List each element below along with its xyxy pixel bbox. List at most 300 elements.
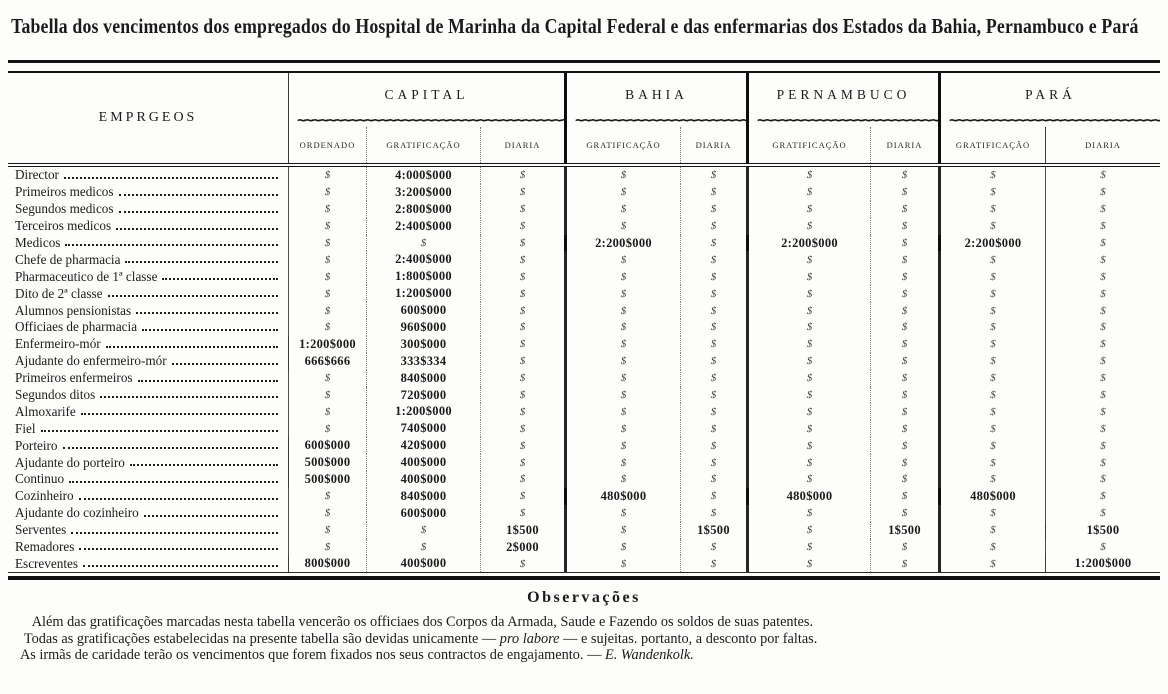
cell-pernambuco_gratificacao: $: [746, 251, 870, 268]
cell-pernambuco_gratificacao: $: [746, 522, 870, 539]
cell-capital_ordenado: 500$000: [288, 454, 366, 471]
row-label-text: Ajudante do cozinheiro: [15, 505, 139, 521]
cell-para_diaria: $: [1045, 285, 1160, 302]
table-header: [8, 73, 1160, 167]
dot-leader: [63, 447, 279, 449]
cell-bahia_diaria: $: [680, 539, 746, 556]
cell-pernambuco_diaria: $: [870, 319, 938, 336]
cell-para_gratificacao: $: [938, 251, 1045, 268]
row-label: [8, 403, 288, 420]
observation-text: As irmãs de caridade terão os vencimentos que forem fixados nos seus contractos de engajamento. —: [19, 647, 605, 664]
cell-bahia_gratificacao: $: [564, 251, 680, 268]
row-label: [8, 454, 288, 471]
cell-capital_gratificacao: 400$000: [366, 555, 480, 572]
cell-capital_gratificacao: 1:200$000: [366, 403, 480, 420]
cell-para_diaria: $: [1045, 387, 1160, 404]
cell-pernambuco_gratificacao: 2:200$000: [746, 235, 870, 252]
dot-leader: [83, 565, 278, 567]
cell-capital_gratificacao: 740$000: [366, 420, 480, 437]
cell-capital_ordenado: 500$000: [288, 471, 366, 488]
cell-para_gratificacao: $: [938, 184, 1045, 201]
observation-text: Além das gratificações marcadas nesta tabella vencerão os officiaes dos Corpos da Armada, Saude e Fazendo os soldos de suas patentes.: [31, 614, 814, 631]
dot-leader: [119, 194, 278, 196]
row-label-text: Segundos medicos: [15, 201, 114, 217]
observation-line: [18, 614, 1127, 631]
cell-para_diaria: $: [1045, 437, 1160, 454]
cell-para_diaria: $: [1045, 302, 1160, 319]
cell-pernambuco_gratificacao: $: [746, 387, 870, 404]
cell-pernambuco_gratificacao: $: [746, 505, 870, 522]
cell-para_diaria: $: [1045, 336, 1160, 353]
cell-capital_ordenado: $: [288, 522, 366, 539]
dot-leader: [100, 396, 278, 398]
cell-para_gratificacao: $: [938, 370, 1045, 387]
observations-lines: [6, 614, 1162, 664]
cell-capital_diaria: 1$500: [480, 522, 564, 539]
cell-para_diaria: $: [1045, 251, 1160, 268]
row-label: [8, 387, 288, 404]
observation-line: [18, 631, 1127, 648]
cell-bahia_gratificacao: $: [564, 336, 680, 353]
cell-capital_ordenado: $: [288, 488, 366, 505]
cell-capital_diaria: $: [480, 336, 564, 353]
subheader-bahia-gratificacao: GRATIFICAÇÃO: [564, 127, 680, 163]
wavy-rule-para: [938, 117, 1160, 127]
row-label: [8, 471, 288, 488]
cell-bahia_gratificacao: $: [564, 319, 680, 336]
cell-capital_diaria: $: [480, 387, 564, 404]
row-label: [8, 370, 288, 387]
cell-pernambuco_gratificacao: $: [746, 302, 870, 319]
cell-capital_gratificacao: 2:400$000: [366, 218, 480, 235]
cell-pernambuco_diaria: $: [870, 471, 938, 488]
row-label: [8, 167, 288, 184]
cell-pernambuco_gratificacao: $: [746, 555, 870, 572]
cell-capital_ordenado: $: [288, 319, 366, 336]
cell-capital_gratificacao: 1:800$000: [366, 268, 480, 285]
observations-section: [6, 589, 1162, 664]
subheader-pernambuco-gratificacao: GRATIFICAÇÃO: [746, 127, 870, 163]
row-label: [8, 522, 288, 539]
cell-para_diaria: $: [1045, 370, 1160, 387]
cell-para_diaria: $: [1045, 539, 1160, 556]
group-header-bahia: BAHIA: [564, 73, 746, 117]
row-label-text: Ajudante do enfermeiro-mór: [15, 353, 167, 369]
wavy-rule-pernambuco: [746, 117, 938, 127]
cell-para_gratificacao: $: [938, 218, 1045, 235]
cell-para_diaria: $: [1045, 167, 1160, 184]
cell-capital_ordenado: $: [288, 167, 366, 184]
subheader-pernambuco-diaria: DIARIA: [870, 127, 938, 163]
cell-bahia_gratificacao: $: [564, 184, 680, 201]
cell-pernambuco_gratificacao: $: [746, 437, 870, 454]
dot-leader: [108, 295, 278, 297]
cell-capital_gratificacao: 840$000: [366, 370, 480, 387]
cell-para_gratificacao: $: [938, 454, 1045, 471]
cell-capital_diaria: $: [480, 184, 564, 201]
cell-pernambuco_diaria: $: [870, 336, 938, 353]
dot-leader: [142, 329, 278, 331]
cell-bahia_gratificacao: $: [564, 555, 680, 572]
cell-bahia_diaria: $: [680, 336, 746, 353]
row-label-text: Cozinheiro: [15, 488, 74, 504]
cell-bahia_gratificacao: 2:200$000: [564, 235, 680, 252]
cell-capital_ordenado: $: [288, 285, 366, 302]
cell-para_gratificacao: $: [938, 420, 1045, 437]
cell-pernambuco_diaria: $: [870, 184, 938, 201]
cell-capital_diaria: $: [480, 201, 564, 218]
cell-capital_ordenado: $: [288, 184, 366, 201]
row-label: [8, 268, 288, 285]
cell-para_gratificacao: $: [938, 539, 1045, 556]
cell-pernambuco_diaria: $: [870, 505, 938, 522]
cell-capital_gratificacao: 3:200$000: [366, 184, 480, 201]
cell-para_gratificacao: $: [938, 437, 1045, 454]
cell-pernambuco_gratificacao: $: [746, 218, 870, 235]
cell-bahia_gratificacao: $: [564, 285, 680, 302]
cell-para_gratificacao: $: [938, 555, 1045, 572]
cell-pernambuco_diaria: $: [870, 555, 938, 572]
cell-capital_diaria: $: [480, 403, 564, 420]
table-body: [8, 167, 1160, 572]
row-label-text: Terceiros medicos: [15, 218, 112, 234]
cell-para_diaria: $: [1045, 420, 1160, 437]
cell-bahia_diaria: $: [680, 370, 746, 387]
cell-pernambuco_gratificacao: $: [746, 353, 870, 370]
cell-para_diaria: $: [1045, 235, 1160, 252]
cell-pernambuco_gratificacao: $: [746, 201, 870, 218]
cell-capital_gratificacao: 333$334: [366, 353, 480, 370]
cell-bahia_gratificacao: $: [564, 471, 680, 488]
cell-bahia_diaria: $: [680, 235, 746, 252]
observation-text: — e sujeitas. portanto, a desconto por faltas.: [559, 630, 818, 647]
cell-bahia_diaria: $: [680, 218, 746, 235]
cell-bahia_diaria: $: [680, 353, 746, 370]
cell-capital_gratificacao: 960$000: [366, 319, 480, 336]
row-label-text: Primeiros enfermeiros: [15, 370, 133, 386]
cell-para_gratificacao: $: [938, 201, 1045, 218]
dot-leader: [136, 312, 278, 314]
cell-capital_gratificacao: 2:400$000: [366, 251, 480, 268]
cell-para_diaria: $: [1045, 184, 1160, 201]
dot-leader: [79, 548, 278, 550]
row-label-text: Remadores: [15, 539, 75, 555]
dot-leader: [130, 464, 278, 466]
cell-bahia_gratificacao: $: [564, 302, 680, 319]
dot-leader: [125, 261, 278, 263]
row-label: [8, 488, 288, 505]
cell-pernambuco_diaria: $: [870, 268, 938, 285]
cell-capital_ordenado: $: [288, 302, 366, 319]
cell-para_gratificacao: 480$000: [938, 488, 1045, 505]
cell-para_diaria: 1:200$000: [1045, 555, 1160, 572]
row-label-text: Medicos: [15, 235, 61, 250]
cell-bahia_diaria: $: [680, 454, 746, 471]
cell-para_gratificacao: $: [938, 319, 1045, 336]
dot-leader: [71, 532, 278, 534]
cell-capital_ordenado: $: [288, 370, 366, 387]
cell-bahia_diaria: $: [680, 471, 746, 488]
cell-capital_diaria: $: [480, 235, 564, 252]
row-label-text: Dito de 2ª classe: [15, 285, 103, 301]
top-double-rule: [8, 60, 1160, 73]
row-label: [8, 302, 288, 319]
page-title: Tabella dos vencimentos dos empregados do Hospital de Marinha da Capital Federal e das enfermarias dos Estados da Bahia, Pernambuco e Pará: [11, 14, 1139, 38]
row-label-text: Fiel: [15, 420, 36, 436]
cell-pernambuco_diaria: 1$500: [870, 522, 938, 539]
dot-leader: [138, 380, 278, 382]
cell-para_gratificacao: $: [938, 471, 1045, 488]
cell-capital_diaria: $: [480, 471, 564, 488]
cell-pernambuco_gratificacao: $: [746, 471, 870, 488]
group-header-para: PARÁ: [938, 73, 1160, 117]
cell-capital_diaria: $: [480, 302, 564, 319]
cell-bahia_diaria: $: [680, 420, 746, 437]
row-label-text: Primeiros medicos: [15, 184, 114, 200]
cell-para_gratificacao: $: [938, 403, 1045, 420]
cell-capital_gratificacao: 2:800$000: [366, 201, 480, 218]
cell-pernambuco_diaria: $: [870, 387, 938, 404]
cell-capital_gratificacao: 600$000: [366, 302, 480, 319]
cell-para_gratificacao: $: [938, 285, 1045, 302]
cell-capital_ordenado: $: [288, 387, 366, 404]
cell-para_diaria: $: [1045, 353, 1160, 370]
row-label-text: Porteiro: [15, 437, 58, 453]
cell-capital_gratificacao: 600$000: [366, 505, 480, 522]
row-label: [8, 285, 288, 302]
cell-capital_gratificacao: 300$000: [366, 336, 480, 353]
bottom-heavy-rule: [8, 576, 1160, 580]
cell-pernambuco_diaria: $: [870, 403, 938, 420]
observation-italic-text: E. Wandenkolk.: [604, 647, 694, 664]
row-label: [8, 555, 288, 572]
cell-bahia_gratificacao: $: [564, 454, 680, 471]
cell-bahia_gratificacao: $: [564, 522, 680, 539]
subheader-bahia-diaria: DIARIA: [680, 127, 746, 163]
cell-capital_diaria: $: [480, 454, 564, 471]
row-label: [8, 437, 288, 454]
cell-bahia_gratificacao: $: [564, 353, 680, 370]
cell-bahia_diaria: $: [680, 167, 746, 184]
cell-pernambuco_diaria: $: [870, 285, 938, 302]
cell-bahia_diaria: $: [680, 319, 746, 336]
cell-bahia_gratificacao: $: [564, 268, 680, 285]
cell-capital_gratificacao: 1:200$000: [366, 285, 480, 302]
cell-bahia_diaria: $: [680, 505, 746, 522]
cell-bahia_diaria: $: [680, 285, 746, 302]
row-label: [8, 218, 288, 235]
cell-capital_ordenado: $: [288, 201, 366, 218]
observations-heading: Observações: [527, 589, 641, 607]
cell-capital_gratificacao: $: [366, 522, 480, 539]
cell-bahia_gratificacao: $: [564, 201, 680, 218]
wavy-rule-bahia: [564, 117, 746, 127]
cell-bahia_diaria: $: [680, 387, 746, 404]
cell-capital_diaria: $: [480, 285, 564, 302]
cell-capital_diaria: 2$000: [480, 539, 564, 556]
dot-leader: [64, 177, 278, 179]
cell-capital_gratificacao: 4:000$000: [366, 167, 480, 184]
subheader-para-diaria: DIARIA: [1045, 127, 1160, 163]
row-label-text: Almoxarife: [15, 403, 76, 419]
cell-pernambuco_diaria: $: [870, 488, 938, 505]
cell-para_diaria: $: [1045, 268, 1160, 285]
cell-bahia_gratificacao: $: [564, 403, 680, 420]
cell-bahia_gratificacao: $: [564, 387, 680, 404]
cell-pernambuco_gratificacao: $: [746, 454, 870, 471]
bottom-thin-rule: [8, 572, 1160, 573]
cell-para_gratificacao: $: [938, 387, 1045, 404]
cell-para_gratificacao: $: [938, 505, 1045, 522]
row-label-text: Escreventes: [15, 555, 78, 571]
cell-bahia_diaria: $: [680, 184, 746, 201]
dot-leader: [172, 363, 278, 365]
cell-capital_gratificacao: 840$000: [366, 488, 480, 505]
cell-bahia_diaria: $: [680, 555, 746, 572]
cell-para_gratificacao: $: [938, 522, 1045, 539]
observation-line: [18, 647, 1127, 664]
cell-bahia_gratificacao: $: [564, 539, 680, 556]
dot-leader: [69, 481, 278, 483]
row-label-text: Chefe de pharmacia: [15, 251, 121, 267]
cell-capital_ordenado: 1:200$000: [288, 336, 366, 353]
dot-leader: [106, 346, 278, 348]
cell-bahia_diaria: $: [680, 437, 746, 454]
dot-leader: [79, 498, 278, 500]
cell-pernambuco_gratificacao: $: [746, 403, 870, 420]
row-label-text: Pharmaceutico de 1ª classe: [15, 268, 158, 284]
cell-pernambuco_diaria: $: [870, 437, 938, 454]
cell-pernambuco_gratificacao: $: [746, 285, 870, 302]
cell-bahia_gratificacao: $: [564, 167, 680, 184]
cell-para_gratificacao: $: [938, 167, 1045, 184]
row-label: [8, 319, 288, 336]
group-header-pernambuco: PERNAMBUCO: [746, 73, 938, 117]
cell-bahia_gratificacao: $: [564, 437, 680, 454]
cell-para_diaria: $: [1045, 403, 1160, 420]
cell-capital_diaria: $: [480, 218, 564, 235]
cell-capital_diaria: $: [480, 251, 564, 268]
column-header-empregos: EMPRGEOS: [98, 110, 198, 125]
group-header-capital: CAPITAL: [288, 73, 564, 117]
subheader-para-gratificacao: GRATIFICAÇÃO: [938, 127, 1045, 163]
cell-pernambuco_diaria: $: [870, 235, 938, 252]
cell-capital_ordenado: $: [288, 268, 366, 285]
cell-para_diaria: 1$500: [1045, 522, 1160, 539]
row-label: [8, 420, 288, 437]
cell-pernambuco_gratificacao: $: [746, 319, 870, 336]
cell-pernambuco_diaria: $: [870, 420, 938, 437]
cell-bahia_diaria: 1$500: [680, 522, 746, 539]
row-label-text: Serventes: [15, 522, 67, 538]
cell-para_gratificacao: $: [938, 302, 1045, 319]
cell-capital_diaria: $: [480, 268, 564, 285]
cell-pernambuco_diaria: $: [870, 218, 938, 235]
dot-leader: [81, 413, 278, 415]
cell-bahia_diaria: $: [680, 302, 746, 319]
cell-pernambuco_gratificacao: $: [746, 268, 870, 285]
row-label-text: Continuo: [15, 471, 65, 487]
cell-para_diaria: $: [1045, 488, 1160, 505]
dot-leader: [144, 515, 278, 517]
cell-bahia_gratificacao: $: [564, 218, 680, 235]
cell-capital_diaria: $: [480, 370, 564, 387]
cell-capital_gratificacao: 400$000: [366, 454, 480, 471]
row-label-text: Director: [15, 167, 59, 183]
cell-bahia_diaria: $: [680, 268, 746, 285]
cell-capital_gratificacao: $: [366, 539, 480, 556]
dot-leader: [65, 244, 278, 246]
cell-capital_ordenado: 600$000: [288, 437, 366, 454]
cell-capital_diaria: $: [480, 420, 564, 437]
observation-italic-text: pro labore: [499, 630, 560, 647]
dot-leader: [116, 228, 278, 230]
row-label: [8, 184, 288, 201]
row-label: [8, 539, 288, 556]
row-label-text: Alumnos pensionistas: [15, 302, 132, 318]
title-block: [6, 14, 1162, 58]
row-label-text: Officiaes de pharmacia: [15, 319, 138, 335]
cell-bahia_diaria: $: [680, 403, 746, 420]
cell-capital_gratificacao: 720$000: [366, 387, 480, 404]
dot-leader: [119, 211, 278, 213]
cell-para_diaria: $: [1045, 319, 1160, 336]
cell-para_gratificacao: $: [938, 336, 1045, 353]
cell-capital_ordenado: 666$666: [288, 353, 366, 370]
cell-capital_diaria: $: [480, 555, 564, 572]
cell-pernambuco_gratificacao: $: [746, 184, 870, 201]
cell-para_gratificacao: 2:200$000: [938, 235, 1045, 252]
cell-pernambuco_diaria: $: [870, 201, 938, 218]
cell-capital_ordenado: $: [288, 218, 366, 235]
cell-capital_ordenado: $: [288, 420, 366, 437]
row-label: [8, 235, 288, 252]
cell-bahia_diaria: $: [680, 488, 746, 505]
row-label-text: Ajudante do porteiro: [15, 454, 125, 470]
cell-pernambuco_gratificacao: $: [746, 420, 870, 437]
cell-para_gratificacao: $: [938, 353, 1045, 370]
cell-bahia_gratificacao: 480$000: [564, 488, 680, 505]
cell-pernambuco_gratificacao: $: [746, 336, 870, 353]
observation-text: Todas as gratificações estabelecidas na presente tabella são devidas unicamente —: [23, 630, 500, 647]
cell-pernambuco_gratificacao: $: [746, 167, 870, 184]
cell-pernambuco_gratificacao: 480$000: [746, 488, 870, 505]
cell-pernambuco_diaria: $: [870, 539, 938, 556]
wavy-rule-capital: [288, 117, 564, 127]
cell-capital_diaria: $: [480, 353, 564, 370]
cell-capital_gratificacao: 400$000: [366, 471, 480, 488]
cell-para_diaria: $: [1045, 218, 1160, 235]
cell-bahia_diaria: $: [680, 251, 746, 268]
subheader-capital-gratificacao: GRATIFICAÇÃO: [366, 127, 480, 163]
cell-capital_diaria: $: [480, 505, 564, 522]
row-label: [8, 201, 288, 218]
cell-bahia_diaria: $: [680, 201, 746, 218]
cell-capital_ordenado: $: [288, 251, 366, 268]
dot-leader: [41, 430, 278, 432]
cell-pernambuco_diaria: $: [870, 370, 938, 387]
cell-capital_diaria: $: [480, 488, 564, 505]
dot-leader: [162, 278, 278, 280]
row-label-text: Segundos ditos: [15, 387, 96, 403]
cell-capital_diaria: $: [480, 319, 564, 336]
cell-bahia_gratificacao: $: [564, 370, 680, 387]
cell-bahia_gratificacao: $: [564, 420, 680, 437]
cell-pernambuco_diaria: $: [870, 454, 938, 471]
row-label: [8, 251, 288, 268]
cell-pernambuco_diaria: $: [870, 251, 938, 268]
cell-capital_ordenado: $: [288, 505, 366, 522]
